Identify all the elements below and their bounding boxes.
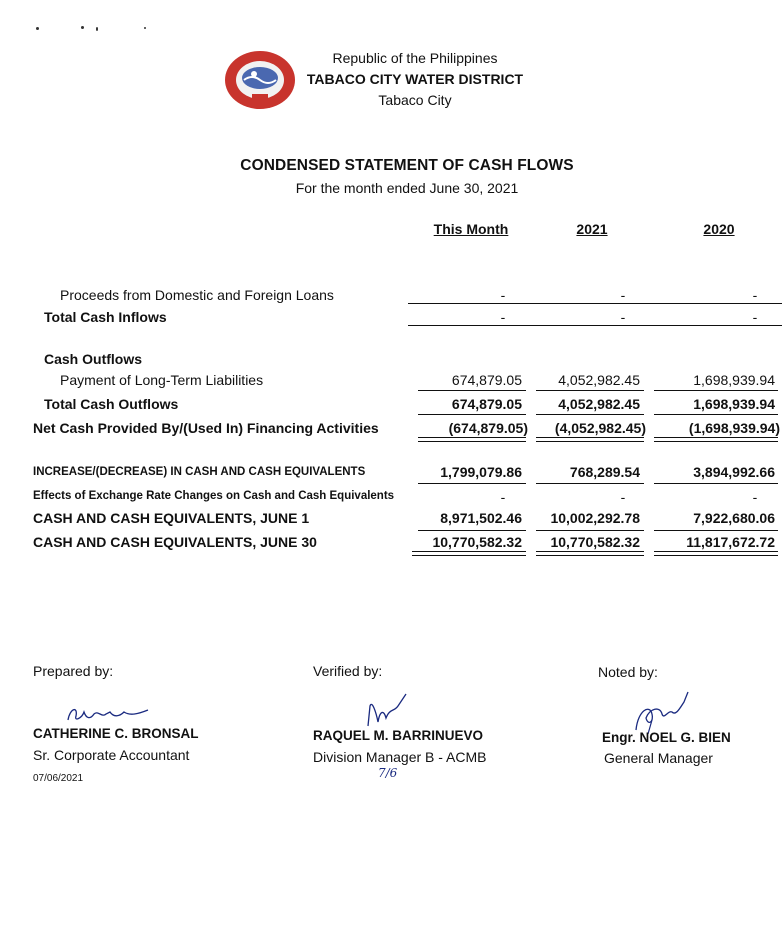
district-seal-logo	[224, 50, 296, 110]
header-city: Tabaco City	[378, 92, 452, 108]
value-2021: 768,289.54	[569, 464, 640, 480]
verified-date-note: 7/6	[378, 766, 398, 780]
section-heading: Cash Outflows	[44, 351, 143, 367]
document-title: CONDENSED STATEMENT OF CASH FLOWS	[240, 157, 574, 174]
noted-by-heading: Noted by:	[598, 664, 658, 680]
value-2020: -	[752, 489, 758, 505]
value-this-month: 674,879.05	[451, 372, 522, 388]
rule-line	[418, 530, 526, 531]
row-exchange-rate-effects	[0, 487, 784, 509]
prepared-by-title: Sr. Corporate Accountant	[33, 747, 190, 763]
row-label: CASH AND CASH EQUIVALENTS, JUNE 30	[33, 534, 317, 550]
rule-line	[654, 390, 778, 391]
rule-line	[536, 414, 644, 415]
noted-by-title: General Manager	[604, 750, 713, 766]
row-cash-outflows-heading	[0, 349, 784, 371]
value-2020: 7,922,680.06	[693, 510, 775, 526]
value-2020: 11,817,672.72	[686, 534, 775, 550]
value-this-month: 674,879.05	[451, 396, 522, 412]
verified-by-title: Division Manager B - ACMB	[313, 749, 487, 765]
row-label: Net Cash Provided By/(Used In) Financing Activities	[33, 420, 379, 436]
value-2021: 10,002,292.78	[550, 510, 640, 526]
double-rule	[536, 551, 644, 556]
value-2021: 10,770,582.32	[550, 534, 640, 550]
value-2021: 4,052,982.45	[558, 396, 640, 412]
value-2020: -	[752, 287, 758, 303]
value-2021: -	[620, 489, 626, 505]
value-this-month: -	[500, 489, 506, 505]
value-2020: (1,698,939.94)	[688, 420, 780, 436]
row-label: Proceeds from Domestic and Foreign Loans	[60, 287, 334, 303]
rule-line	[408, 303, 782, 304]
row-cash-june-1	[0, 508, 784, 530]
rule-line	[418, 483, 526, 484]
double-rule	[412, 551, 526, 556]
verified-by-name: RAQUEL M. BARRINUEVO	[313, 728, 484, 743]
rule-line	[536, 530, 644, 531]
value-2020: -	[752, 309, 758, 325]
value-2021: (4,052,982.45)	[554, 420, 646, 436]
row-payment-long-term-liabilities	[0, 370, 784, 392]
double-rule	[418, 437, 526, 442]
value-this-month: 1,799,079.86	[440, 464, 522, 480]
value-this-month: (674,879.05)	[448, 420, 528, 436]
value-2021: -	[620, 309, 626, 325]
verified-by-heading: Verified by:	[313, 663, 383, 679]
value-2020: 3,894,992.66	[693, 464, 775, 480]
row-label: Total Cash Inflows	[44, 309, 167, 325]
rule-line	[654, 530, 778, 531]
prepared-date: 07/06/2021	[33, 773, 84, 784]
row-label: Effects of Exchange Rate Changes on Cash and Cash Equivalents	[33, 490, 395, 502]
rule-line	[536, 390, 644, 391]
noted-by-name: Engr. NOEL G. BIEN	[602, 730, 731, 745]
document-subtitle: For the month ended June 30, 2021	[295, 180, 519, 196]
double-rule	[654, 551, 778, 556]
column-header-2020: 2020	[703, 221, 735, 237]
prepared-by-name: CATHERINE C. BRONSAL	[33, 726, 199, 741]
column-header-2021: 2021	[576, 221, 608, 237]
rule-line	[418, 414, 526, 415]
double-rule	[536, 437, 644, 442]
row-label: INCREASE/(DECREASE) IN CASH AND CASH EQUIVALENTS	[33, 466, 366, 478]
rule-line	[418, 390, 526, 391]
value-this-month: -	[500, 309, 506, 325]
value-this-month: -	[500, 287, 506, 303]
row-label: Total Cash Outflows	[44, 396, 179, 412]
header-republic: Republic of the Philippines	[332, 50, 498, 66]
prepared-by-heading: Prepared by:	[33, 663, 114, 679]
row-total-cash-outflows	[0, 394, 784, 416]
value-this-month: 10,770,582.32	[432, 534, 522, 550]
rule-line	[654, 483, 778, 484]
rule-line	[408, 325, 782, 326]
value-2021: -	[620, 287, 626, 303]
value-2020: 1,698,939.94	[693, 372, 775, 388]
row-increase-decrease-cash	[0, 462, 784, 484]
column-header-this-month: This Month	[433, 221, 509, 237]
value-2021: 4,052,982.45	[558, 372, 640, 388]
row-label: CASH AND CASH EQUIVALENTS, JUNE 1	[33, 510, 310, 526]
value-2020: 1,698,939.94	[693, 396, 775, 412]
double-rule	[654, 437, 778, 442]
header-district-name: TABACO CITY WATER DISTRICT	[306, 71, 524, 87]
value-this-month: 8,971,502.46	[440, 510, 522, 526]
rule-line	[654, 414, 778, 415]
signature-bronsal	[64, 700, 154, 728]
rule-line	[536, 483, 644, 484]
row-label: Payment of Long-Term Liabilities	[60, 372, 264, 388]
